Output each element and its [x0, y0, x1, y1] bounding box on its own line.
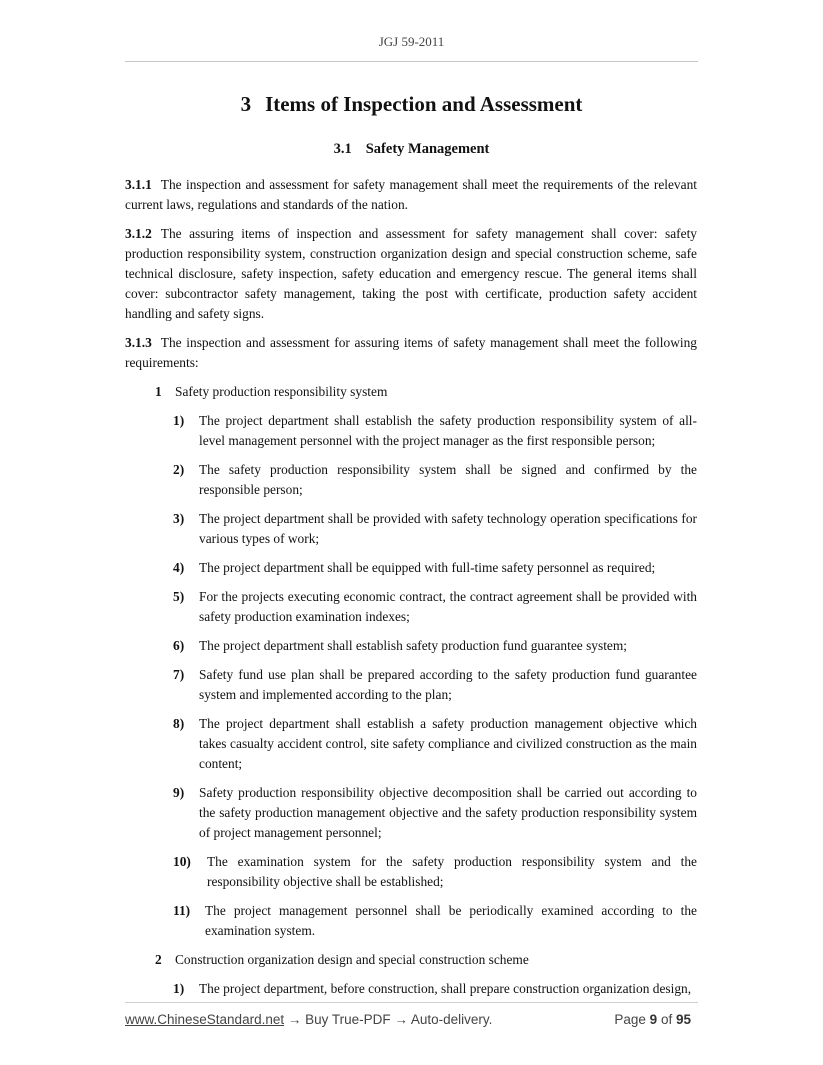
- subitem-number: 10): [173, 854, 191, 869]
- clause-3-1-2: [125, 224, 697, 324]
- subitem-number: 1): [173, 981, 185, 996]
- subitem-number: 3): [173, 511, 185, 526]
- item-number: 1: [155, 384, 162, 399]
- footer-divider: [125, 1002, 698, 1003]
- subitem: [125, 509, 697, 549]
- page-total: 95: [675, 1012, 691, 1027]
- subitem: [125, 411, 697, 451]
- clause-number: 3.1.1: [125, 177, 152, 192]
- page-indicator: [614, 1012, 691, 1027]
- subitem-text: The project department shall establish a safety production management objective which takes casualty accident control, site safety compliance and civilized construction as the main content;: [199, 716, 697, 771]
- page-header-standard-code: JGJ 59-2011: [378, 34, 445, 49]
- subitem: [125, 979, 697, 999]
- header-divider: [125, 61, 698, 62]
- page-label: Page: [614, 1012, 646, 1027]
- section-title-text: Safety Management: [365, 141, 490, 157]
- page-footer: [125, 1012, 691, 1027]
- subitem-text: The project department shall be equipped with full-time safety personnel as required;: [199, 560, 656, 575]
- clause-number: 3.1.2: [125, 226, 152, 241]
- subitem-text: The project department shall establish the safety production responsibility system of all-level management personnel with the project manager as the first responsible person;: [199, 413, 697, 448]
- clause-text: The inspection and assessment for safety management shall meet the requirements of the relevant current laws, regulations and standards of the nation.: [125, 177, 697, 212]
- chapter-title-text: Items of Inspection and Assessment: [265, 92, 583, 116]
- subitem-number: 4): [173, 560, 185, 575]
- subitem: [125, 460, 697, 500]
- section-number: 3.1: [333, 141, 352, 157]
- subitem-text: The project department, before construction, shall prepare construction organization design,: [199, 981, 692, 996]
- chapter-number: 3: [240, 92, 252, 116]
- subitem-number: 5): [173, 589, 185, 604]
- document-body: [125, 175, 697, 1008]
- subitem-number: 7): [173, 667, 185, 682]
- clause-text: The inspection and assessment for assuring items of safety management shall meet the following requirements:: [125, 335, 697, 370]
- chapter-title: [0, 92, 823, 117]
- clause-3-1-1: [125, 175, 697, 215]
- item-title: Safety production responsibility system: [175, 384, 388, 399]
- item-1-heading: [125, 382, 697, 402]
- page-of-label: of: [660, 1012, 673, 1027]
- subitem-number: 11): [173, 903, 191, 918]
- subitem-text: Safety production responsibility objective decomposition shall be carried out according to the safety production management objective and the safety production responsibility system of project management personnel;: [199, 785, 697, 840]
- clause-3-1-3: [125, 333, 697, 373]
- subitem-number: 1): [173, 413, 185, 428]
- subitem: [125, 558, 697, 578]
- subitem-text: Safety fund use plan shall be prepared according to the safety production fund guarantee system and implemented according to the plan;: [199, 667, 697, 702]
- clause-number: 3.1.3: [125, 335, 152, 350]
- subitem-number: 9): [173, 785, 185, 800]
- subitem-text: The project department shall be provided with safety technology operation specifications for various types of work;: [199, 511, 697, 546]
- subitem-number: 8): [173, 716, 185, 731]
- subitem: [125, 665, 697, 705]
- item-title: Construction organization design and special construction scheme: [175, 952, 529, 967]
- subitem: [125, 783, 697, 843]
- subitem-text: The examination system for the safety production responsibility system and the responsibility objective shall be established;: [207, 854, 697, 889]
- subitem: [125, 587, 697, 627]
- subitem-text: For the projects executing economic contract, the contract agreement shall be provided with safety production examination indexes;: [199, 589, 697, 624]
- subitem-text: The project management personnel shall be periodically examined according to the examination system.: [205, 903, 697, 938]
- subitem: [125, 852, 697, 892]
- subitem-number: 6): [173, 638, 185, 653]
- page-current: 9: [649, 1012, 658, 1027]
- subitem-text: The safety production responsibility system shall be signed and confirmed by the responsible person;: [199, 462, 697, 497]
- item-number: 2: [155, 952, 162, 967]
- subitem-text: The project department shall establish safety production fund guarantee system;: [199, 638, 627, 653]
- item-2-heading: [125, 950, 697, 970]
- subitem-number: 2): [173, 462, 185, 477]
- subitem: [125, 714, 697, 774]
- section-title: [0, 141, 823, 158]
- subitem: [125, 901, 697, 941]
- clause-text: The assuring items of inspection and assessment for safety management shall cover: safety production responsibility system, construction organization design and special construction scheme, safe technical disclosure, safety inspection, safety education and emergency rescue. The general items shall cover: subcontractor safety management, taking the post with certificate, production safety accident handling and safety signs.: [125, 226, 697, 321]
- website-link[interactable]: www.ChineseStandard.net: [125, 1012, 285, 1027]
- subitem: [125, 636, 697, 656]
- footer-tagline: → Buy True-PDF → Auto-delivery.: [284, 1012, 493, 1027]
